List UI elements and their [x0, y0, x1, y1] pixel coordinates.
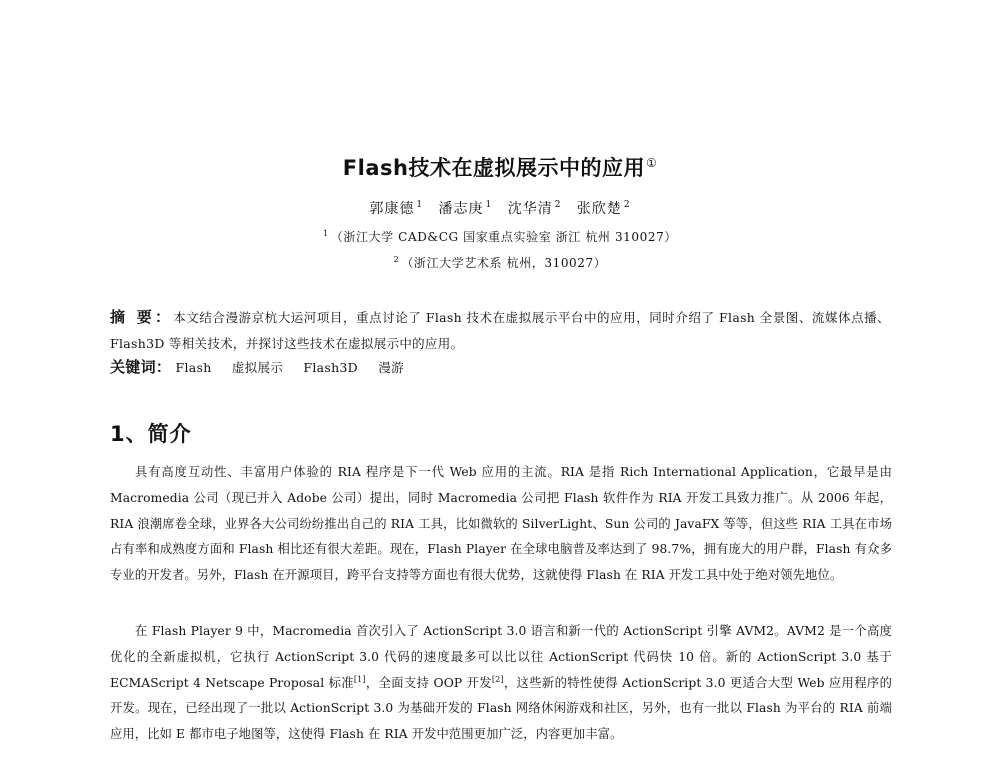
abstract-text: 本文结合漫游京杭大运河项目，重点讨论了 Flash 技术在虚拟展示平台中的应用，同时介绍了 Flash 全景图、流媒体点播、Flash3D 等相关技术，并探讨这些技术在虚拟展示中的应用。 — [110, 310, 890, 351]
affiliation-1 — [0, 228, 1000, 245]
abstract-label: 摘 要： — [110, 308, 174, 326]
citation-ref: [2] — [491, 674, 504, 684]
affiliation-text: （浙江大学艺术系 杭州，310027） — [401, 256, 607, 270]
author-name: 潘志庚 — [438, 201, 484, 217]
paragraph-text: ，全面支持 OOP 开发 — [365, 675, 492, 690]
keyword: Flash — [175, 360, 212, 375]
author-name: 张欣楚 — [576, 201, 622, 217]
section-heading: 1、简介 — [110, 422, 192, 446]
affiliation-2 — [0, 254, 1000, 271]
author-affil-mark: 2 — [554, 200, 562, 211]
keyword: 虚拟展示 — [231, 360, 284, 375]
author — [577, 201, 631, 217]
author-affil-mark: 1 — [485, 200, 493, 211]
author-name: 沈华清 — [507, 201, 553, 217]
body-paragraph — [110, 619, 892, 748]
author-affil-mark: 2 — [623, 200, 631, 211]
keywords-label: 关键词： — [110, 358, 172, 376]
keyword: 漫游 — [378, 360, 404, 375]
author — [439, 201, 493, 217]
affiliation-mark: 1 — [323, 229, 329, 238]
author — [369, 201, 423, 217]
citation-ref: [1] — [353, 674, 366, 684]
paragraph-text: 在 Flash Player 9 中，Macromedia 首次引入了 ActionScript 3.0 语言和新一代的 ActionScript 引擎 AVM2。AVM2 是一个高度优化的全新虚拟机，它执行 ActionScript 3.0 代码的速度最多可以比以往 ActionScript 代码快 10 倍。新的 ActionScript 3.0 基于 ECMAScript 4 Netscape Proposal 标准 — [110, 624, 892, 690]
author-name: 郭康德 — [369, 201, 415, 217]
author — [508, 201, 562, 217]
affiliation-mark: 2 — [393, 255, 400, 264]
author-list — [0, 198, 1000, 218]
paragraph-text: ，这些新的特性使得 ActionScript 3.0 更适合大型 Web 应用程序的开发。现在，已经出现了一批以 ActionScript 3.0 为基础开发的 Flash 网络休闲游戏和社区，另外，也有一批以 Flash 为平台的 RIA 前端应用，比如 E 都市电子地图等，这使得 Flash 在 RIA 开发中范围更加广泛，内容更加丰富。 — [110, 675, 892, 742]
author-affil-mark: 1 — [416, 200, 424, 211]
keyword: Flash3D — [303, 360, 359, 375]
paper-title — [0, 152, 1000, 182]
body-paragraph: 具有高度互动性、丰富用户体验的 RIA 程序是下一代 Web 应用的主流。RIA 是指 Rich International Application，它最早是由 Macromedia 公司（现已并入 Adobe 公司）提出，同时 Macromedia 公司把 Flash 软件作为 RIA 开发工具致力推广。从 2006 年起，RIA 浪潮席卷全球，业界各大公司纷纷推出自己的 RIA 工具，比如微软的 SilverLight、Sun 公司的 JavaFX 等等，但这些 RIA 工具在市场占有率和成熟度方面和 Flash 相比还有很大差距。现在，Flash Player 在全球电脑普及率达到了 98.7%，拥有庞大的用户群，Flash 有众多专业的开发者。另外，Flash 在开源项目，跨平台支持等方面也有很大优势，这就使得 Flash 在 RIA 开发工具中处于绝对领先地位。 — [110, 465, 892, 583]
affiliation-text: （浙江大学 CAD&CG 国家重点实验室 浙江 杭州 310027） — [330, 230, 677, 244]
abstract — [110, 304, 890, 357]
title-footnote-mark: ① — [645, 156, 658, 170]
keywords — [110, 356, 890, 379]
paper-title-text: Flash技术在虚拟展示中的应用 — [342, 156, 645, 180]
